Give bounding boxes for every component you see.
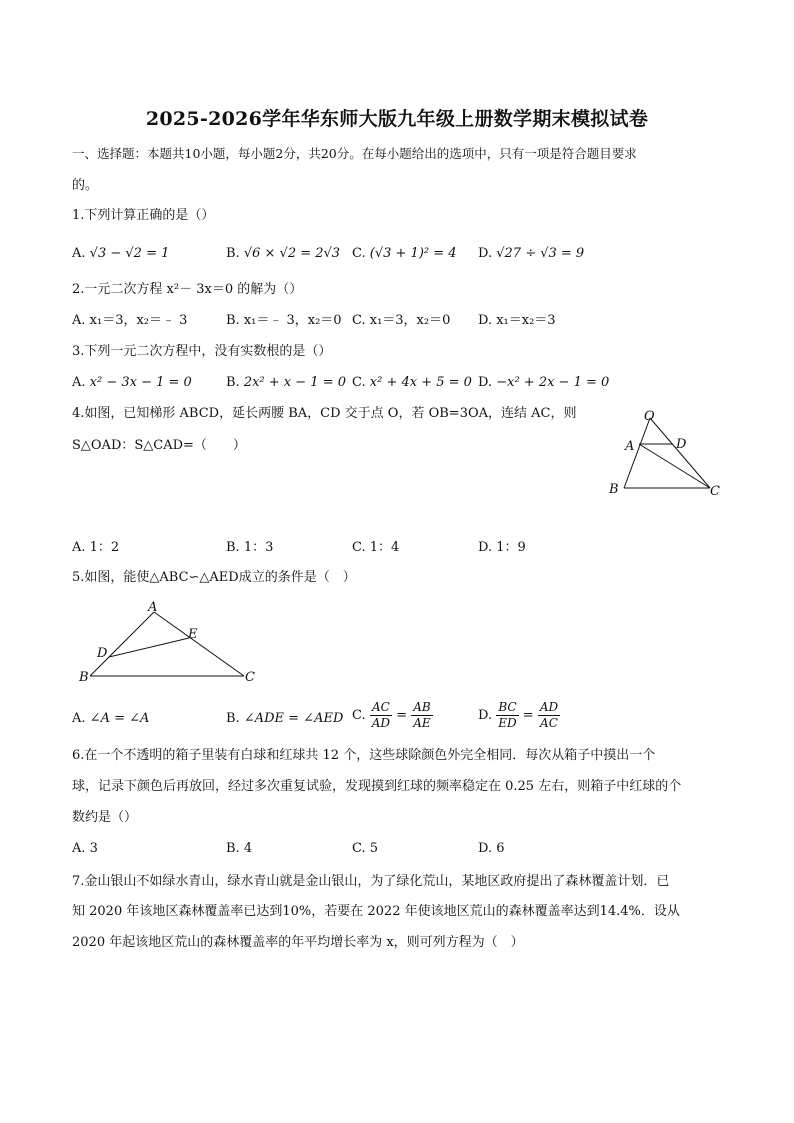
q3-option-a [72,372,192,394]
q1-option-a-expr: √3 − √2 = 1 [89,246,170,261]
triangle-figure [72,598,272,688]
q5-c-fraction-left: $\frac{AC}{AD}$ [371,700,391,730]
fig5-label-a: A [148,600,158,615]
segment-ac [639,444,710,488]
fig5-label-d: D [97,646,108,661]
question-4-stem: 4.如图，已知梯形 ABCD，延长两腰 BA，CD 交于点 O，若 OB=3OA，连结 AC，则 [72,406,577,421]
q3-option-b-expr: 2x² + x − 1 = 0 [243,375,346,390]
fig4-label-d: D [676,437,687,452]
question-7-line-3: 2020 年起该地区荒山的森林覆盖率的年平均增长率为 x，则可列方程为（ ） [72,935,524,950]
fig4-label-a: A [625,439,635,454]
q5-option-d [478,700,560,731]
q1-option-a-label: A. [72,246,86,261]
q5-option-b-expr: ∠ADE = ∠AED [243,711,344,726]
q4-option-c: C. 1：4 [352,540,400,555]
fig4-label-o: O [644,409,655,424]
fig4-label-b: B [609,482,619,497]
trapezoid-figure [600,400,730,510]
q6-option-d: D. 6 [478,841,505,856]
segment-ab [90,612,154,676]
q3-option-d-label: D. [478,375,493,390]
question-6-line-3: 数约是（） [72,810,138,825]
q5-option-a-expr: ∠A = ∠A [89,711,150,726]
fig4-label-c: C [710,484,720,499]
segment-de [109,638,189,657]
q1-option-d-label: D. [478,246,493,261]
q5-option-c-label: C. [352,708,366,723]
q5-option-c [352,700,433,731]
fig5-label-e: E [188,627,198,642]
q2-option-a: A. x₁＝3，x₂＝﹣ 3 [72,313,188,328]
q3-option-c-label: C. [352,375,366,390]
q4-option-a: A. 1：2 [72,540,120,555]
q5-option-a [72,708,149,730]
question-6-line-2: 球，记录下颜色后再放回，经过多次重复试验，发现摸到红球的频率稳定在 0.25 左右，则箱子中红球的个 [72,779,682,794]
question-7-line-2: 知 2020 年该地区森林覆盖率已达到10%，若要在 2022 年使该地区荒山的森林覆盖率达到14.4%．设从 [72,904,680,919]
q6-option-c: C. 5 [352,841,379,856]
q1-option-c [352,243,457,265]
q1-option-b-expr: √6 × √2 = 2√3 [243,246,341,261]
q5-d-equals: = [522,708,534,723]
q5-option-b-label: B. [226,711,240,726]
question-1-stem: 1.下列计算正确的是（） [72,208,215,223]
q5-option-b [226,708,343,730]
segment-oc [650,418,710,488]
q4-option-b: B. 1：3 [226,540,274,555]
q2-option-b: B. x₁＝﹣ 3，x₂＝0 [226,313,342,328]
q1-option-d [478,243,584,265]
q5-d-fraction-right: $\frac{AD}{AC}$ [539,700,559,730]
question-7-line-1: 7.金山银山不如绿水青山，绿水青山就是金山银山，为了绿化荒山，某地区政府提出了森林覆盖计划．已 [72,874,670,889]
q2-option-d: D. x₁＝x₂＝3 [478,313,556,328]
q6-option-a: A. 3 [72,841,98,856]
segment-ac [154,612,244,676]
q6-option-b: B. 4 [226,841,253,856]
q3-option-d [478,372,609,394]
q3-option-a-expr: x² − 3x − 1 = 0 [89,375,192,390]
section-heading-end: 的。 [72,178,99,193]
q1-option-c-label: C. [352,246,366,261]
question-3-stem: 3.下列一元二次方程中，没有实数根的是（） [72,344,332,359]
q5-option-d-label: D. [478,708,493,723]
q3-option-d-expr: −x² + 2x − 1 = 0 [496,375,610,390]
question-6-line-1: 6.在一个不透明的箱子里装有白球和红球共 12 个，这些球除颜色外完全相同．每次从箱子中摸出一个 [72,748,656,763]
q5-c-equals: = [396,708,408,723]
fig5-label-c: C [245,670,255,685]
q1-option-c-expr: (√3 + 1)² = 4 [369,246,457,261]
q1-option-b [226,243,340,265]
q1-option-a [72,243,169,265]
fig5-label-b: B [79,670,89,685]
q4-option-d: D. 1：9 [478,540,526,555]
question-5-stem: 5.如图，能使△ABC∽△AED成立的条件是（ ） [72,570,356,585]
question-2-stem: 2.一元二次方程 x²－ 3x＝0 的解为（） [72,282,303,297]
q5-d-fraction-left: $\frac{BC}{ED}$ [498,700,517,730]
q1-option-d-expr: √27 ÷ √3 = 9 [496,246,585,261]
q3-option-c-expr: x² + 4x + 5 = 0 [369,375,472,390]
page-title: 2025-2026学年华东师大版九年级上册数学期末模拟试卷 [145,108,649,130]
q3-option-c [352,372,472,394]
section-heading: 一、选择题：本题共10小题，每小题2分，共20分。在每小题给出的选项中，只有一项是符合题目要求 [72,146,637,161]
q5-c-fraction-right: $\frac{AB}{AE}$ [413,700,431,730]
q1-option-b-label: B. [226,246,240,261]
q5-option-a-label: A. [72,711,86,726]
q3-option-b [226,372,346,394]
question-4-ratio: S△OAD：S△CAD=（ ） [72,438,246,453]
q2-option-c: C. x₁＝3，x₂＝0 [352,313,451,328]
q3-option-b-label: B. [226,375,240,390]
q3-option-a-label: A. [72,375,86,390]
